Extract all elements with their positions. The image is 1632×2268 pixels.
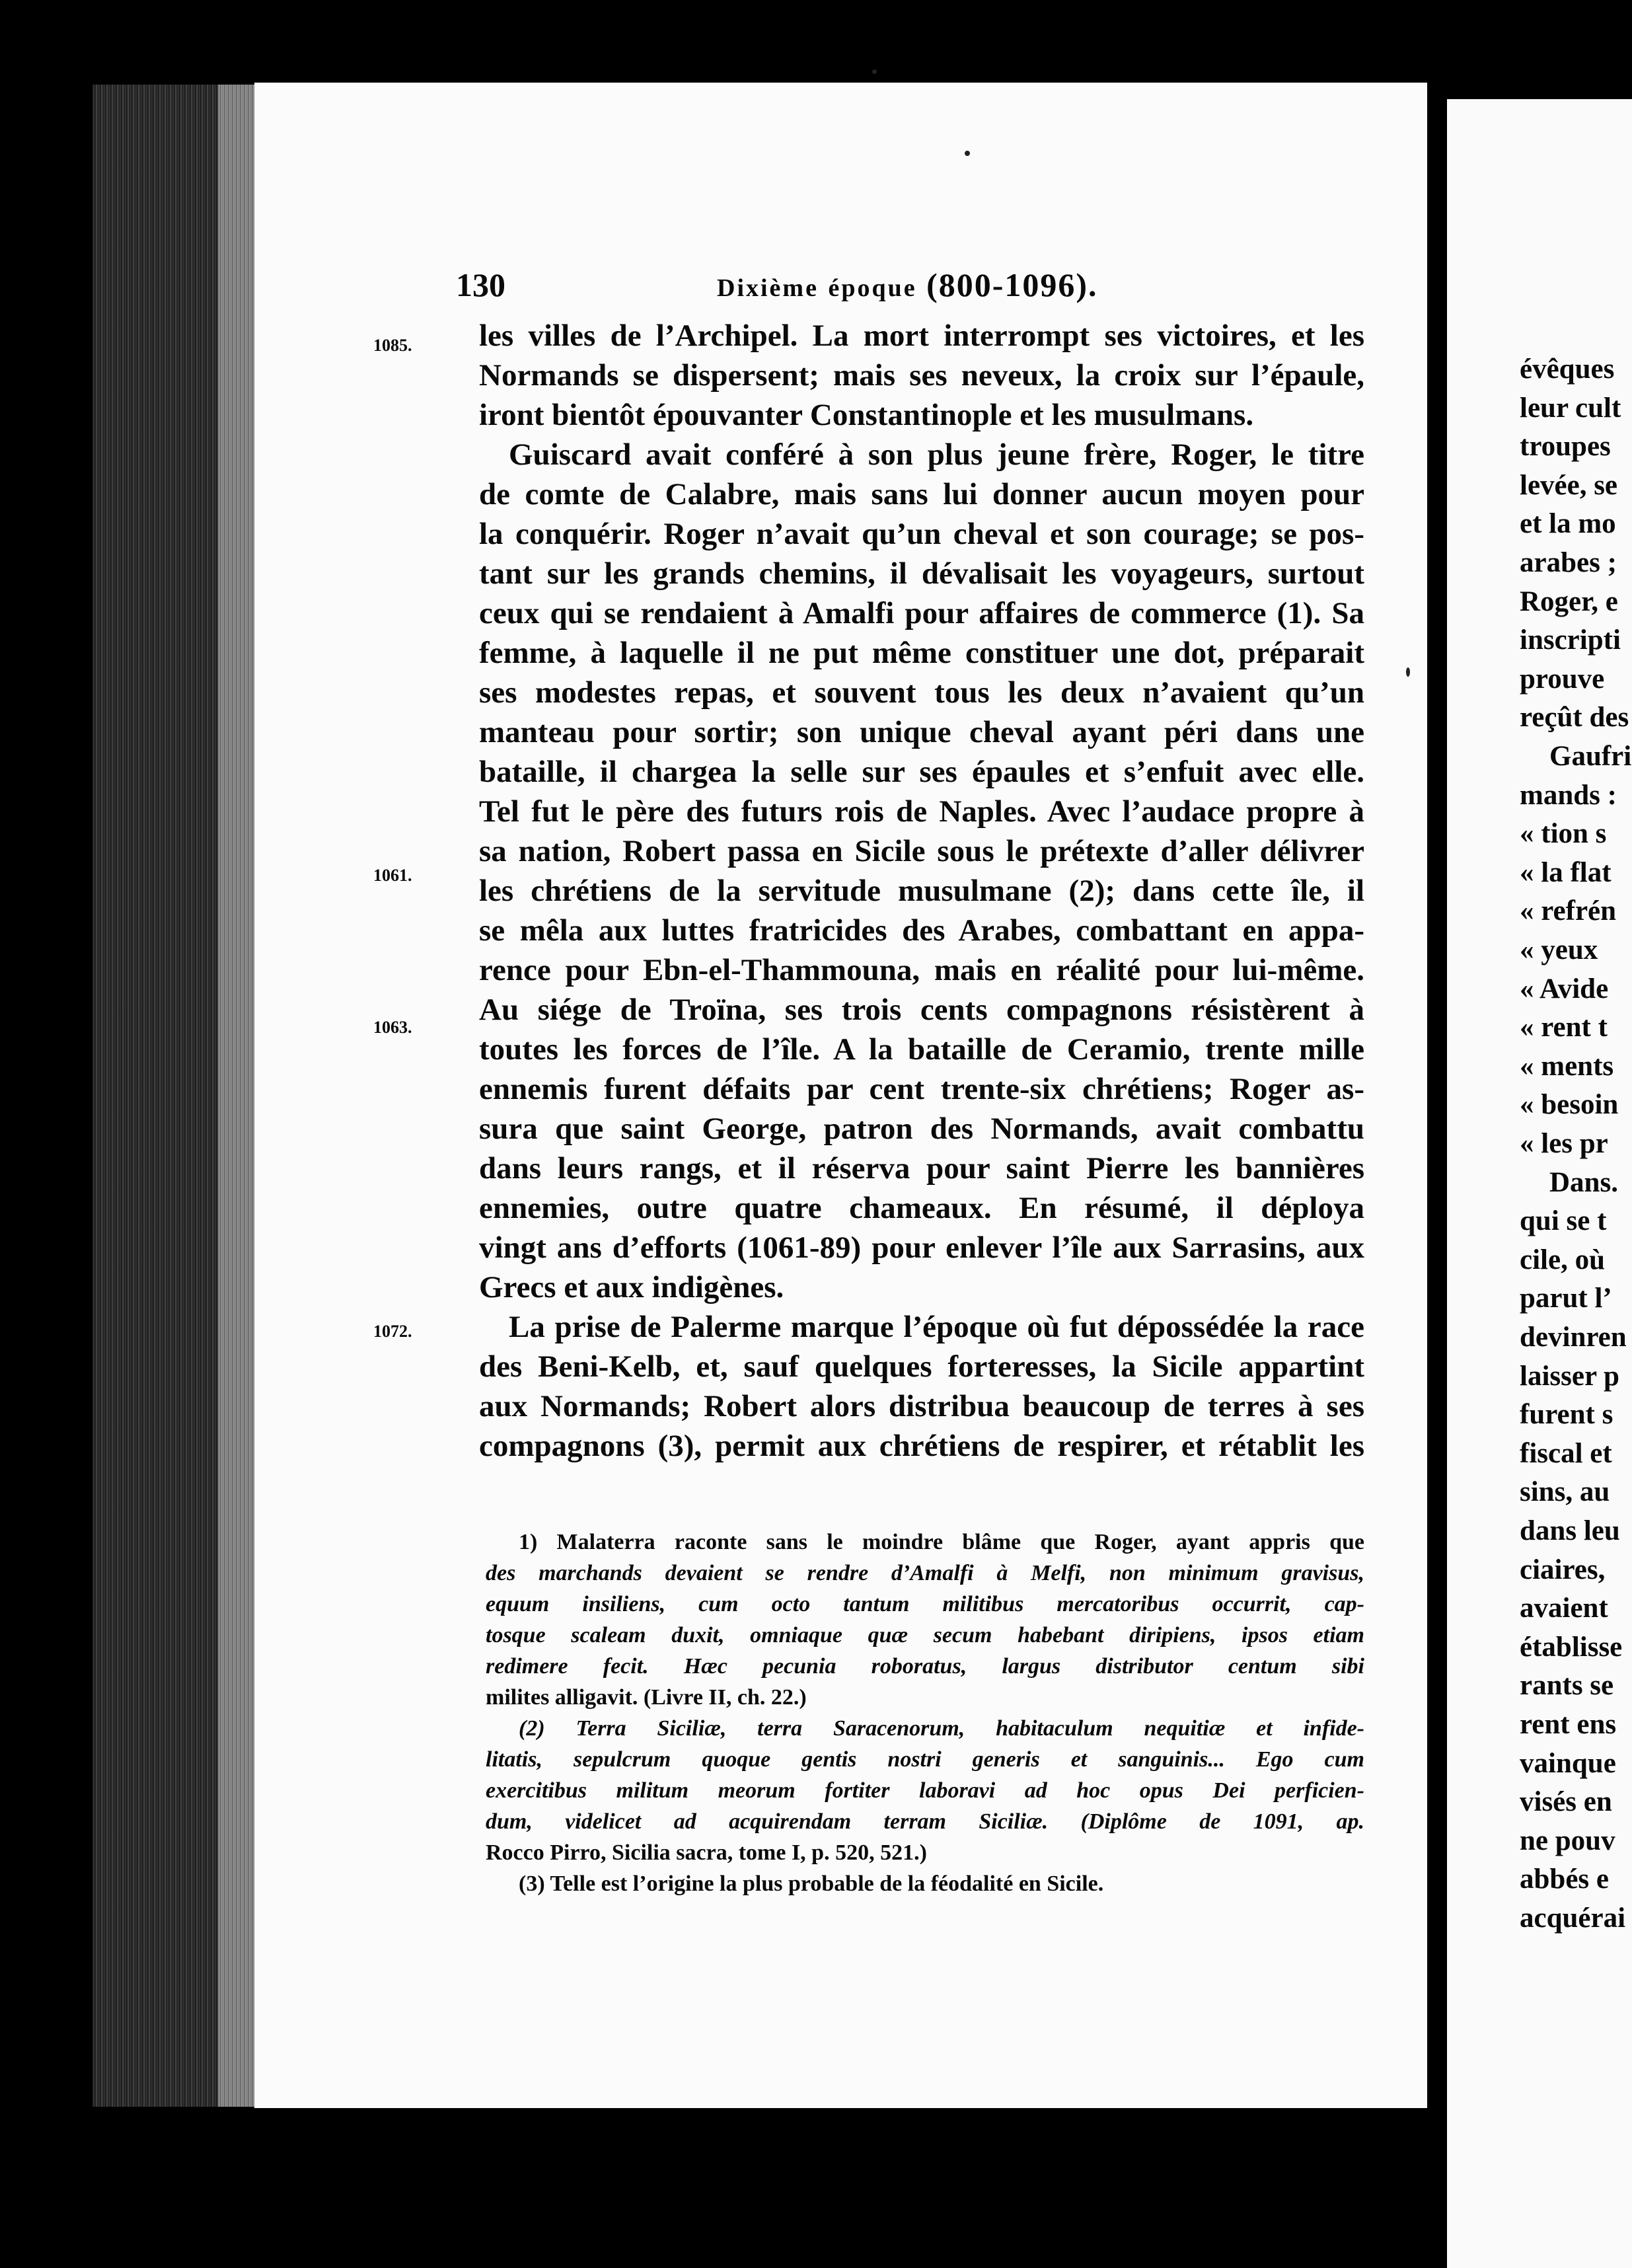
text-line: se mêla aux luttes fratricides des Arabes, combattant en appa- (479, 913, 1364, 948)
text-line: iront bientôt épouvanter Constantinople et les musulmans. (479, 398, 1254, 432)
footnote-line: litatis, sepulcrum quoque gentis nostri generis et sanguinis... Ego cum (486, 1747, 1364, 1772)
right-page-line: sins, au (1520, 1476, 1610, 1507)
right-page-line: « refrén (1520, 895, 1617, 926)
footnote-line: 1) Malaterra raconte sans le moindre blâme que Roger, ayant appris que (519, 1530, 1364, 1554)
text-line: Normands se dispersent; mais ses neveux, la croix sur l’épaule, (479, 358, 1364, 393)
text-line: bataille, il chargea la selle sur ses épaules et s’enfuit avec elle. (479, 755, 1364, 789)
right-page-line: abbés e (1520, 1864, 1609, 1895)
margin-year: 1061. (373, 866, 412, 885)
footnote-line: milites alligavit. (Livre II, ch. 22.) (486, 1685, 807, 1710)
footnote-line: (3) Telle est l’origine la plus probable de la féodalité en Sicile. (519, 1871, 1104, 1896)
main-text (479, 316, 1364, 1466)
text-line: ceux qui se rendaient à Amalfi pour affaires de commerce (1). Sa (479, 596, 1364, 630)
right-page-line: « besoin (1520, 1089, 1619, 1120)
right-page-line: laisser p (1520, 1361, 1619, 1392)
text-line: Grecs et aux indigènes. (479, 1270, 784, 1304)
margin-year: 1072. (373, 1322, 412, 1341)
right-page-line: établisse (1520, 1632, 1623, 1663)
footnote-line: des marchands devaient se rendre d’Amalfi à Melfi, non minimum gravisus, (486, 1561, 1364, 1585)
text-line: compagnons (3), permit aux chrétiens de respirer, et rétablit les (479, 1429, 1364, 1463)
ink-speck (872, 69, 877, 74)
text-line: dans leurs rangs, et il réserva pour saint Pierre les bannières (479, 1151, 1364, 1186)
right-page-line: « tion s (1520, 818, 1607, 849)
right-page-line: et la mo (1520, 508, 1616, 539)
text-line: Au siége de Troïna, ses trois cents compagnons résistèrent à (479, 993, 1364, 1027)
text-line: aux Normands; Robert alors distribua beaucoup de terres à ses (479, 1389, 1364, 1423)
footnotes (486, 1527, 1364, 1899)
book-page-edges-light (218, 85, 254, 2107)
right-page-line: reçût des (1520, 702, 1629, 733)
running-title-dates: (800-1096). (926, 266, 1098, 303)
right-page-line: arabes ; (1520, 547, 1617, 578)
ink-speck (1406, 667, 1410, 677)
right-page-line: rent ens (1520, 1709, 1617, 1740)
right-page-line: cile, où (1520, 1244, 1605, 1275)
right-page-line: levée, se (1520, 470, 1618, 501)
text-line: Guiscard avait conféré à son plus jeune frère, Roger, le titre (509, 437, 1364, 472)
right-page-line: « Avide (1520, 973, 1609, 1004)
right-page-line: avaient (1520, 1593, 1608, 1624)
right-page-line: ne pouv (1520, 1825, 1615, 1856)
right-page-line: rants se (1520, 1670, 1614, 1701)
text-line: femme, à laquelle il ne put même constituer une dot, préparait (479, 636, 1364, 670)
footnote-line: redimere fecit. Hæc pecunia roboratus, largus distributor centum sibi (486, 1654, 1364, 1679)
right-page-line: troupes (1520, 431, 1611, 462)
text-line: les villes de l’Archipel. La mort interrompt ses victoires, et les (479, 319, 1364, 353)
footnote-line: exercitibus militum meorum fortiter laboravi ad hoc opus Dei perficien- (486, 1778, 1364, 1803)
footnote-line: (2) Terra Siciliæ, terra Saracenorum, habitaculum nequitiæ et infide- (519, 1716, 1364, 1741)
running-title (717, 266, 1098, 304)
text-line: toutes les forces de l’île. A la bataille de Ceramio, trente mille (479, 1032, 1364, 1067)
text-line: sa nation, Robert passa en Sicile sous le prétexte d’aller délivrer (479, 834, 1364, 868)
right-page-line: prouve (1520, 663, 1605, 695)
right-page-line: qui se t (1520, 1205, 1607, 1236)
right-page-line: « la flat (1520, 857, 1612, 888)
footnote-line: Rocco Pirro, Sicilia sacra, tome I, p. 520, 521.) (486, 1840, 927, 1865)
text-line: de comte de Calabre, mais sans lui donner aucun moyen pour (479, 477, 1364, 511)
right-page-line: acquérai (1520, 1903, 1626, 1934)
text-line: Tel fut le père des futurs rois de Naples. Avec l’audace propre à (479, 794, 1364, 829)
running-title-word-2: époque (828, 274, 917, 302)
right-page-line: mands : (1520, 780, 1617, 811)
right-page-line: « les pr (1520, 1128, 1608, 1159)
right-page-line: parut l’ (1520, 1283, 1612, 1314)
right-page-line: dans leu (1520, 1515, 1620, 1546)
right-page-line: évêques (1520, 354, 1615, 385)
right-page-line: « ments (1520, 1051, 1614, 1082)
text-line: ennemis furent défaits par cent trente-six chrétiens; Roger as- (479, 1072, 1364, 1106)
footnote-line: equum insiliens, cum octo tantum militibus mercatoribus occurrit, cap- (486, 1592, 1364, 1616)
right-page-line: « yeux (1520, 934, 1598, 965)
right-page-line: Roger, e (1520, 586, 1618, 617)
text-line: La prise de Palerme marque l’époque où fut dépossédée la race (509, 1310, 1364, 1344)
text-line: tant sur les grands chemins, il dévalisait les voyageurs, surtout (479, 556, 1364, 591)
margin-year: 1063. (373, 1018, 412, 1037)
running-head (456, 266, 1368, 305)
right-page-line: visés en (1520, 1786, 1612, 1817)
text-line: manteau pour sortir; son unique cheval ayant péri dans une (479, 715, 1364, 749)
margin-year: 1085. (373, 336, 412, 355)
right-page-line: devinren (1520, 1322, 1627, 1353)
text-line: des Beni-Kelb, et, sauf quelques forteresses, la Sicile appartint (479, 1349, 1364, 1384)
right-page-line: « rent t (1520, 1012, 1608, 1043)
running-title-word-1: Dixième (717, 274, 819, 302)
right-page-line: vainque (1520, 1748, 1616, 1779)
text-line: vingt ans d’efforts (1061-89) pour enlever l’île aux Sarrasins, aux (479, 1230, 1364, 1265)
page-number: 130 (456, 266, 505, 303)
footnote-line: tosque scaleam duxit, omniaque quæ secum habebant diripiens, ipsos etiam (486, 1623, 1364, 1647)
footnote-line: dum, videlicet ad acquirendam terram Siciliæ. (Diplôme de 1091, ap. (486, 1809, 1364, 1834)
text-line: ses modestes repas, et souvent tous les deux n’avaient qu’un (479, 675, 1364, 710)
ink-speck (965, 151, 970, 156)
right-page-line: Gaufri (1549, 741, 1632, 772)
text-line: ennemies, outre quatre chameaux. En résumé, il déploya (479, 1191, 1364, 1225)
text-line: rence pour Ebn-el-Thammouna, mais en réalité pour lui-même. (479, 953, 1364, 987)
right-page-line: furent s (1520, 1399, 1613, 1430)
right-page-line: Dans. (1549, 1167, 1618, 1198)
text-line: la conquérir. Roger n’avait qu’un cheval et son courage; se pos- (479, 517, 1364, 551)
text-line: sura que saint George, patron des Normands, avait combattu (479, 1112, 1364, 1146)
right-page-line: inscripti (1520, 624, 1621, 656)
right-page-line: leur cult (1520, 393, 1621, 424)
right-page-line: fiscal et (1520, 1438, 1612, 1469)
text-line: les chrétiens de la servitude musulmane (2); dans cette île, il (479, 874, 1364, 908)
right-page-line: ciaires, (1520, 1554, 1606, 1585)
